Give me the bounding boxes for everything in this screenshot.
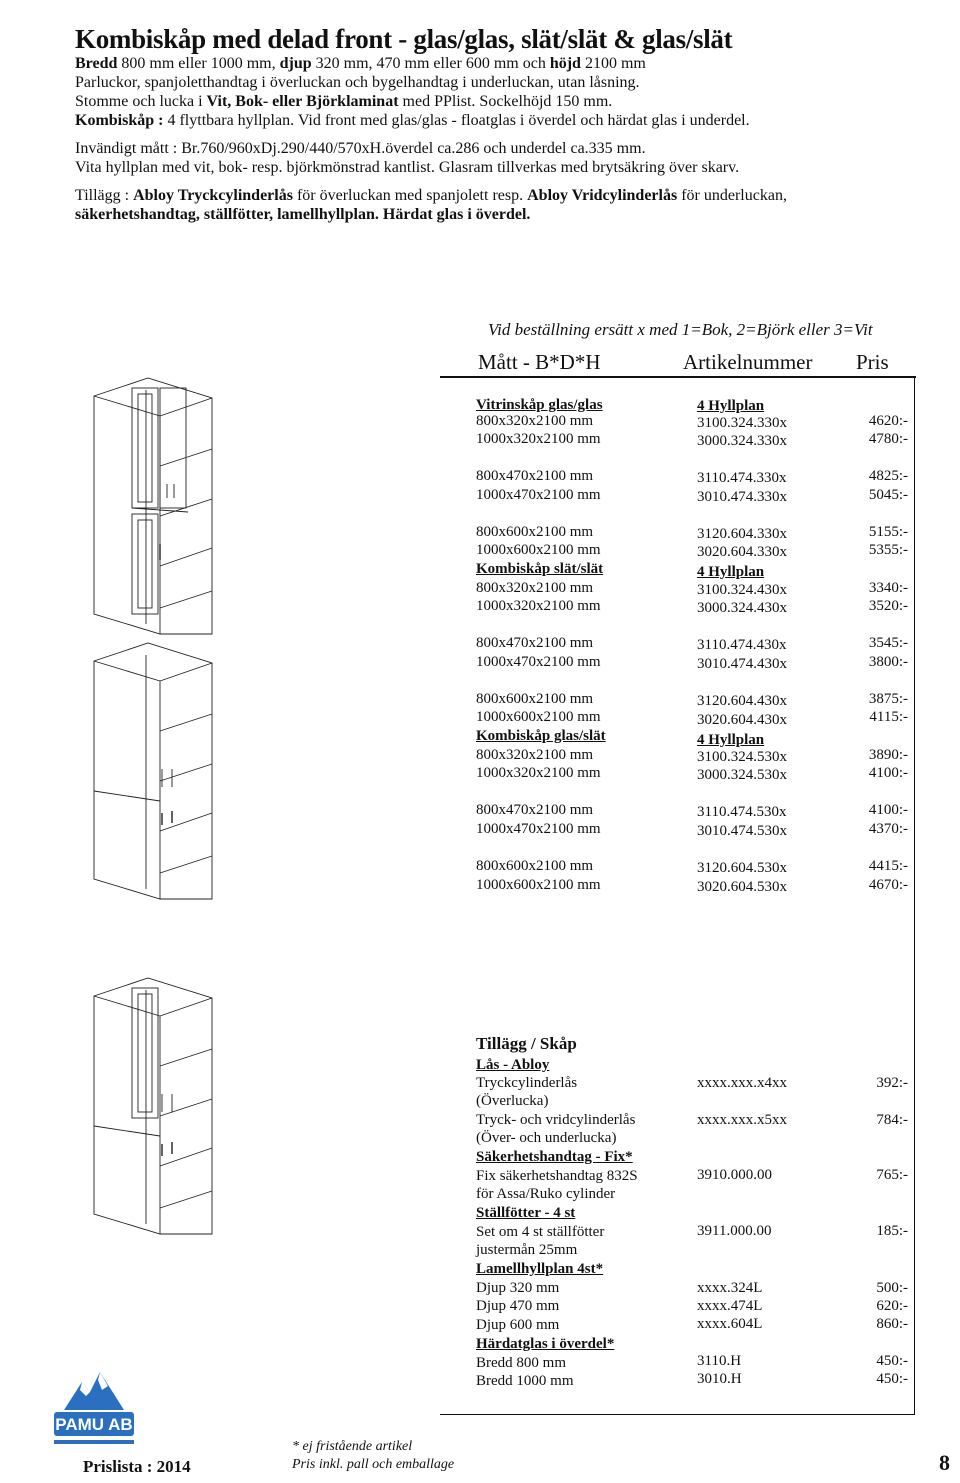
cabinet-glass-glass-illustration — [88, 376, 220, 638]
row-article: 3100.324.430x — [697, 582, 787, 598]
row-price: 4370:- — [868, 821, 908, 837]
row-price: 4670:- — [868, 877, 908, 893]
table-right-rule — [914, 376, 915, 1415]
row-article: 3100.324.330x — [697, 415, 787, 431]
addon-lock1-line2: (Överlucka) — [476, 1093, 549, 1109]
header-size: Mått - B*D*H — [478, 350, 601, 374]
addon-feet-line2: justermån 25mm — [476, 1242, 578, 1258]
addon-glass-article: 3010.H — [697, 1371, 742, 1387]
section-shelf-label: 4 Hyllplan — [697, 398, 765, 414]
addon-lock1-article: xxxx.xxx.x4xx — [697, 1075, 787, 1091]
intro-line-6: Vita hyllplan med vit, bok- resp. björkmönstrad kantlist. Glasram tillverkas med brytsäkring över skarv. — [75, 159, 740, 176]
row-price: 3340:- — [868, 580, 908, 596]
footnote-price-incl: Pris inkl. pall och emballage — [292, 1457, 455, 1472]
page-number: 8 — [939, 1450, 950, 1475]
addon-handle-line2: för Assa/Ruko cylinder — [476, 1186, 616, 1202]
row-price: 5355:- — [868, 542, 908, 558]
row-price: 4825:- — [868, 468, 908, 484]
row-price: 4780:- — [868, 431, 908, 447]
addon-feet-article: 3911.000.00 — [697, 1223, 772, 1239]
addons-handle-title: Säkerhetshandtag - Fix* — [476, 1149, 633, 1165]
table-top-rule — [440, 376, 916, 378]
row-price: 4415:- — [868, 858, 908, 874]
addons-title: Tillägg / Skåp — [476, 1034, 577, 1053]
row-article: 3010.474.530x — [697, 823, 787, 839]
pamu-logo — [52, 1366, 138, 1458]
row-size: 1000x320x2100 mm — [476, 431, 601, 447]
addon-lamell-label: Djup 470 mm — [476, 1298, 560, 1314]
row-article: 3020.604.430x — [697, 712, 787, 728]
product-description — [75, 54, 787, 224]
row-price: 4620:- — [868, 413, 908, 429]
row-article: 3010.474.430x — [697, 656, 787, 672]
addon-handle-line1: Fix säkerhetshandtag 832S — [476, 1168, 638, 1184]
row-article: 3120.604.430x — [697, 693, 787, 709]
addon-lamell-price: 620:- — [876, 1298, 908, 1314]
addon-lock2-line2: (Över- och underlucka) — [476, 1130, 617, 1146]
addons-lamell-title: Lamellhyllplan 4st* — [476, 1261, 604, 1277]
row-size: 800x600x2100 mm — [476, 691, 594, 707]
addon-feet-price: 185:- — [876, 1223, 908, 1239]
intro-line-8: säkerhetshandtag, ställfötter, lamellhyllplan. Härdat glas i överdel. — [75, 206, 531, 223]
section-title: Kombiskåp glas/slät — [476, 728, 606, 744]
cabinet-smooth-smooth-illustration — [88, 641, 220, 903]
intro-line-2: Parluckor, spanjoletthandtag i överluckan och bygelhandtag i underluckan, utan låsning. — [75, 74, 640, 91]
row-price: 5155:- — [868, 524, 908, 540]
page-title: Kombiskåp med delad front - glas/glas, slät/slät & glas/slät — [75, 24, 733, 54]
addon-glass-label: Bredd 800 mm — [476, 1355, 566, 1371]
row-size: 800x470x2100 mm — [476, 468, 594, 484]
addon-lamell-article: xxxx.324L — [697, 1280, 763, 1296]
row-size: 800x600x2100 mm — [476, 524, 594, 540]
addon-lock2-article: xxxx.xxx.x5xx — [697, 1112, 787, 1128]
row-article: 3020.604.330x — [697, 544, 787, 560]
addon-lamell-label: Djup 600 mm — [476, 1317, 560, 1333]
addon-glass-label: Bredd 1000 mm — [476, 1373, 574, 1389]
addon-glass-price: 450:- — [876, 1371, 908, 1387]
addon-feet-line1: Set om 4 st ställfötter — [476, 1224, 605, 1240]
row-price: 3520:- — [868, 598, 908, 614]
row-size: 1000x470x2100 mm — [476, 487, 601, 503]
row-size: 800x320x2100 mm — [476, 747, 594, 763]
row-size: 1000x470x2100 mm — [476, 654, 601, 670]
addon-handle-article: 3910.000.00 — [697, 1167, 772, 1183]
addon-lamell-article: xxxx.474L — [697, 1298, 763, 1314]
row-size: 800x470x2100 mm — [476, 635, 594, 651]
row-article: 3000.324.530x — [697, 767, 787, 783]
price-list-label: Prislista : 2014 — [83, 1457, 191, 1476]
section-shelf-label: 4 Hyllplan — [697, 732, 765, 748]
addon-lock1-price: 392:- — [876, 1075, 908, 1091]
row-price: 4100:- — [868, 765, 908, 781]
row-article: 3000.324.430x — [697, 600, 787, 616]
row-article: 3010.474.330x — [697, 489, 787, 505]
row-article: 3120.604.530x — [697, 860, 787, 876]
row-size: 800x470x2100 mm — [476, 802, 594, 818]
row-article: 3110.474.430x — [697, 637, 787, 653]
addon-lock2-price: 784:- — [876, 1112, 908, 1128]
section-shelf-label: 4 Hyllplan — [697, 564, 765, 580]
row-size: 1000x600x2100 mm — [476, 877, 601, 893]
section-title: Vitrinskåp glas/glas — [476, 397, 603, 413]
section-title: Kombiskåp slät/slät — [476, 561, 604, 577]
intro-line-7: Tillägg : Abloy Tryckcylinderlås för överluckan med spanjolett resp. Abloy Vridcylinderlås för underluckan, — [75, 187, 787, 204]
row-article: 3110.474.330x — [697, 470, 787, 486]
row-price: 4100:- — [868, 802, 908, 818]
row-size: 1000x470x2100 mm — [476, 821, 601, 837]
row-size: 800x320x2100 mm — [476, 413, 594, 429]
addons-feet-title: Ställfötter - 4 st — [476, 1205, 576, 1221]
addon-lamell-article: xxxx.604L — [697, 1316, 763, 1332]
row-article: 3020.604.530x — [697, 879, 787, 895]
addon-lock1-line1: Tryckcylinderlås — [476, 1075, 578, 1091]
addons-lock-title: Lås - Abloy — [476, 1057, 550, 1073]
header-price: Pris — [856, 350, 889, 374]
header-article: Artikelnummer — [683, 350, 813, 374]
row-price: 3545:- — [868, 635, 908, 651]
row-size: 1000x320x2100 mm — [476, 765, 601, 781]
intro-line-3: Stomme och lucka i Vit, Bok- eller Björklaminat med PPlist. Sockelhöjd 150 mm. — [75, 93, 613, 110]
row-size: 1000x320x2100 mm — [476, 598, 601, 614]
addon-lamell-price: 500:- — [876, 1280, 908, 1296]
row-article: 3110.474.530x — [697, 804, 787, 820]
row-price: 5045:- — [868, 487, 908, 503]
addon-lamell-label: Djup 320 mm — [476, 1280, 560, 1296]
cabinet-glass-smooth-illustration — [88, 976, 220, 1238]
addons-glass-title: Härdatglas i överdel* — [476, 1336, 615, 1352]
intro-line-5: Invändigt mått : Br.760/960xDj.290/440/570xH.överdel ca.286 och underdel ca.335 mm. — [75, 140, 646, 157]
row-size: 800x600x2100 mm — [476, 858, 594, 874]
row-article: 3120.604.330x — [697, 526, 787, 542]
row-size: 1000x600x2100 mm — [476, 709, 601, 725]
addon-glass-article: 3110.H — [697, 1353, 742, 1369]
row-price: 3800:- — [868, 654, 908, 670]
row-size: 1000x600x2100 mm — [476, 542, 601, 558]
row-price: 3890:- — [868, 747, 908, 763]
logo-text: PAMU AB — [55, 1415, 133, 1434]
order-note: Vid beställning ersätt x med 1=Bok, 2=Björk eller 3=Vit — [488, 320, 873, 339]
table-bottom-rule — [440, 1414, 915, 1415]
row-article: 3000.324.330x — [697, 433, 787, 449]
addon-handle-price: 765:- — [876, 1167, 908, 1183]
addon-lock2-line1: Tryck- och vridcylinderlås — [476, 1112, 636, 1128]
intro-line-4: Kombiskåp : 4 flyttbara hyllplan. Vid front med glas/glas - floatglas i överdel och härdat glas i underdel. — [75, 112, 750, 129]
row-size: 800x320x2100 mm — [476, 580, 594, 596]
row-price: 4115:- — [869, 709, 908, 725]
intro-line-1: Bredd 800 mm eller 1000 mm, djup 320 mm, 470 mm eller 600 mm och höjd 2100 mm — [75, 55, 646, 72]
addon-lamell-price: 860:- — [876, 1316, 908, 1332]
row-price: 3875:- — [868, 691, 908, 707]
footnote-not-standalone: * ej fristående artikel — [292, 1439, 413, 1454]
row-article: 3100.324.530x — [697, 749, 787, 765]
addon-glass-price: 450:- — [876, 1353, 908, 1369]
